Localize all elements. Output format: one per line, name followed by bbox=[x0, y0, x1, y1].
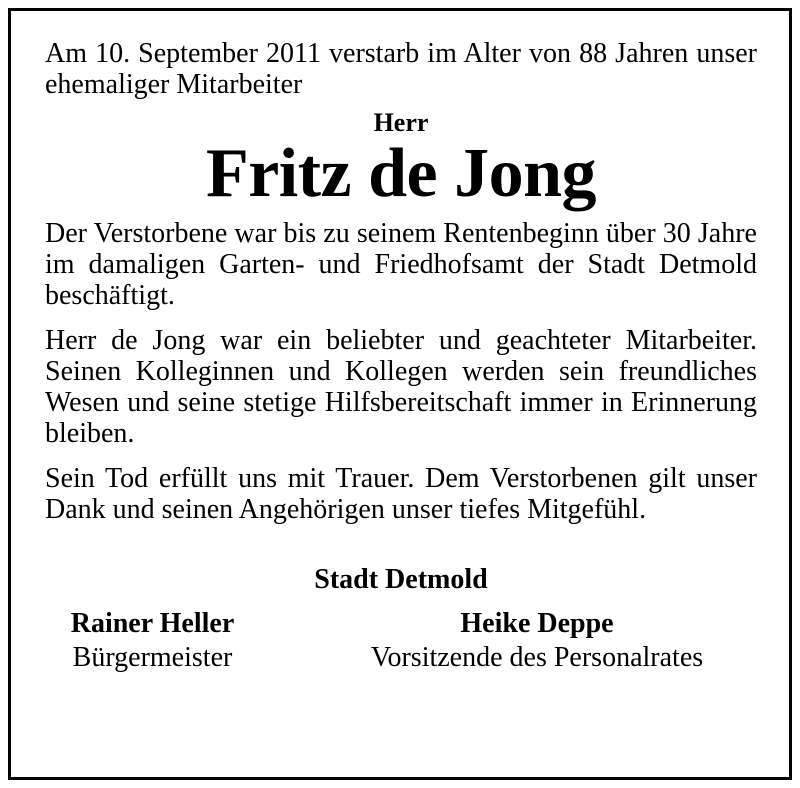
paragraph-career: Der Verstorbene war bis zu seinem Rentenbeginn über 30 Jahre im damaligen Garten- und Friedhofsamt der Stadt Detmold beschäftigt. bbox=[45, 218, 757, 311]
signer-mayor bbox=[45, 607, 260, 675]
obituary-notice bbox=[45, 38, 757, 675]
intro-text: Am 10. September 2011 verstarb im Alter von 88 Jahren unser ehemaliger Mitarbeiter bbox=[45, 38, 757, 100]
signer-staff-council bbox=[317, 607, 757, 675]
organization-name: Stadt Detmold bbox=[314, 564, 488, 595]
signer-role: Vorsitzende des Personalrates bbox=[370, 642, 704, 673]
signer-role: Bürgermeister bbox=[72, 642, 233, 673]
deceased-name: Fritz de Jong bbox=[205, 135, 597, 212]
paragraph-appreciation: Herr de Jong war ein beliebter und geachteter Mitarbeiter. Seinen Kolleginnen und Kollegen werden sein freundliches Wesen und seine stetige Hilfsbereitschaft immer in Erinnerung bleiben. bbox=[45, 325, 757, 449]
signer-name: Heike Deppe bbox=[460, 608, 614, 639]
paragraph-condolence: Sein Tod erfüllt uns mit Trauer. Dem Verstorbenen gilt unser Dank und seinen Angehörigen unser tiefes Mitgefühl. bbox=[45, 463, 757, 525]
honorific: Herr bbox=[373, 108, 429, 137]
signers bbox=[45, 607, 757, 675]
signer-name: Rainer Heller bbox=[70, 608, 235, 639]
